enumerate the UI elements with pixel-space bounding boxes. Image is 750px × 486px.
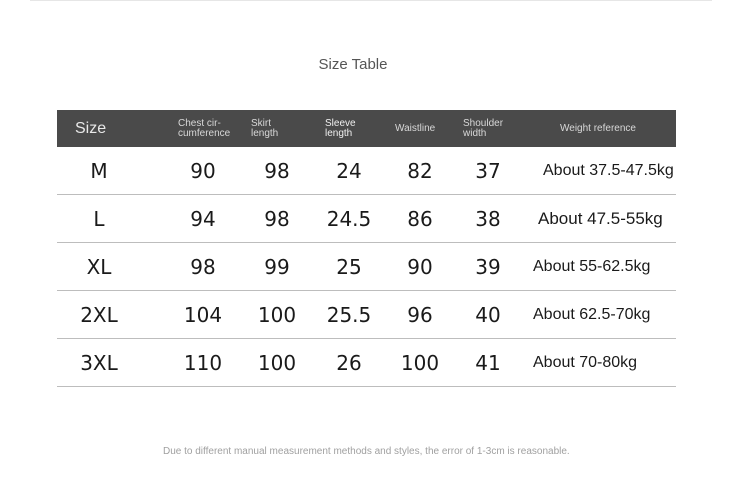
- header-chest: [178, 110, 230, 147]
- header-label-line: Skirt: [251, 117, 271, 129]
- header-label-line: length: [251, 127, 279, 139]
- cell-chest: 94: [190, 206, 216, 231]
- header-size: Size: [75, 119, 107, 137]
- cell-waist: 90: [407, 254, 433, 279]
- cell-waist: 96: [407, 302, 433, 327]
- table-row: [57, 147, 676, 195]
- header-skirt: [251, 110, 278, 147]
- cell-sleeve: 24.5: [326, 206, 372, 231]
- table-row: [57, 291, 676, 339]
- cell-weight: About 55-62.5kg: [533, 257, 651, 275]
- cell-waist: 82: [407, 158, 433, 183]
- page-title: Size Table: [318, 56, 388, 73]
- cell-shoulder: 39: [475, 254, 501, 279]
- table-row: [57, 195, 676, 243]
- size-table: [57, 110, 676, 387]
- header-waist: Waistline: [395, 122, 436, 134]
- cell-weight: About 37.5-47.5kg: [543, 161, 674, 179]
- top-divider: [30, 0, 712, 1]
- header-label-line: Sleeve: [325, 117, 356, 129]
- cell-chest: 104: [183, 302, 223, 327]
- cell-sleeve: 25.5: [326, 302, 372, 327]
- cell-size: M: [90, 158, 108, 183]
- cell-weight: About 62.5-70kg: [533, 305, 651, 323]
- cell-size: 2XL: [80, 302, 118, 327]
- cell-waist: 86: [407, 206, 433, 231]
- cell-size: L: [93, 206, 105, 231]
- header-sleeve: [325, 110, 356, 147]
- cell-chest: 110: [183, 350, 223, 375]
- cell-skirt: 99: [264, 254, 290, 279]
- cell-shoulder: 41: [475, 350, 501, 375]
- cell-sleeve: 24: [336, 158, 362, 183]
- cell-waist: 100: [400, 350, 440, 375]
- cell-skirt: 100: [257, 302, 297, 327]
- cell-chest: 98: [190, 254, 216, 279]
- cell-shoulder: 38: [475, 206, 501, 231]
- cell-sleeve: 26: [336, 350, 362, 375]
- table-row: [57, 243, 676, 291]
- cell-shoulder: 37: [475, 158, 501, 183]
- header-label-line: width: [463, 127, 487, 139]
- cell-size: 3XL: [80, 350, 118, 375]
- cell-skirt: 100: [257, 350, 297, 375]
- cell-skirt: 98: [264, 206, 290, 231]
- cell-shoulder: 40: [475, 302, 501, 327]
- cell-chest: 90: [190, 158, 216, 183]
- table-header: [57, 110, 676, 147]
- header-label-line: Chest cir-: [178, 117, 221, 129]
- header-label-line: Shoulder: [463, 117, 504, 129]
- header-weight: Weight reference: [560, 122, 636, 134]
- cell-weight: About 47.5-55kg: [538, 208, 663, 228]
- cell-sleeve: 25: [336, 254, 362, 279]
- measurement-note: Due to different manual measurement methods and styles, the error of 1-3cm is reasonable.: [163, 446, 570, 457]
- cell-size: XL: [86, 254, 112, 279]
- header-label-line: cumference: [178, 127, 231, 139]
- cell-weight: About 70-80kg: [533, 353, 638, 371]
- header-shoulder: [463, 110, 503, 147]
- table-row: [57, 339, 676, 387]
- cell-skirt: 98: [264, 158, 290, 183]
- header-label-line: length: [325, 127, 353, 139]
